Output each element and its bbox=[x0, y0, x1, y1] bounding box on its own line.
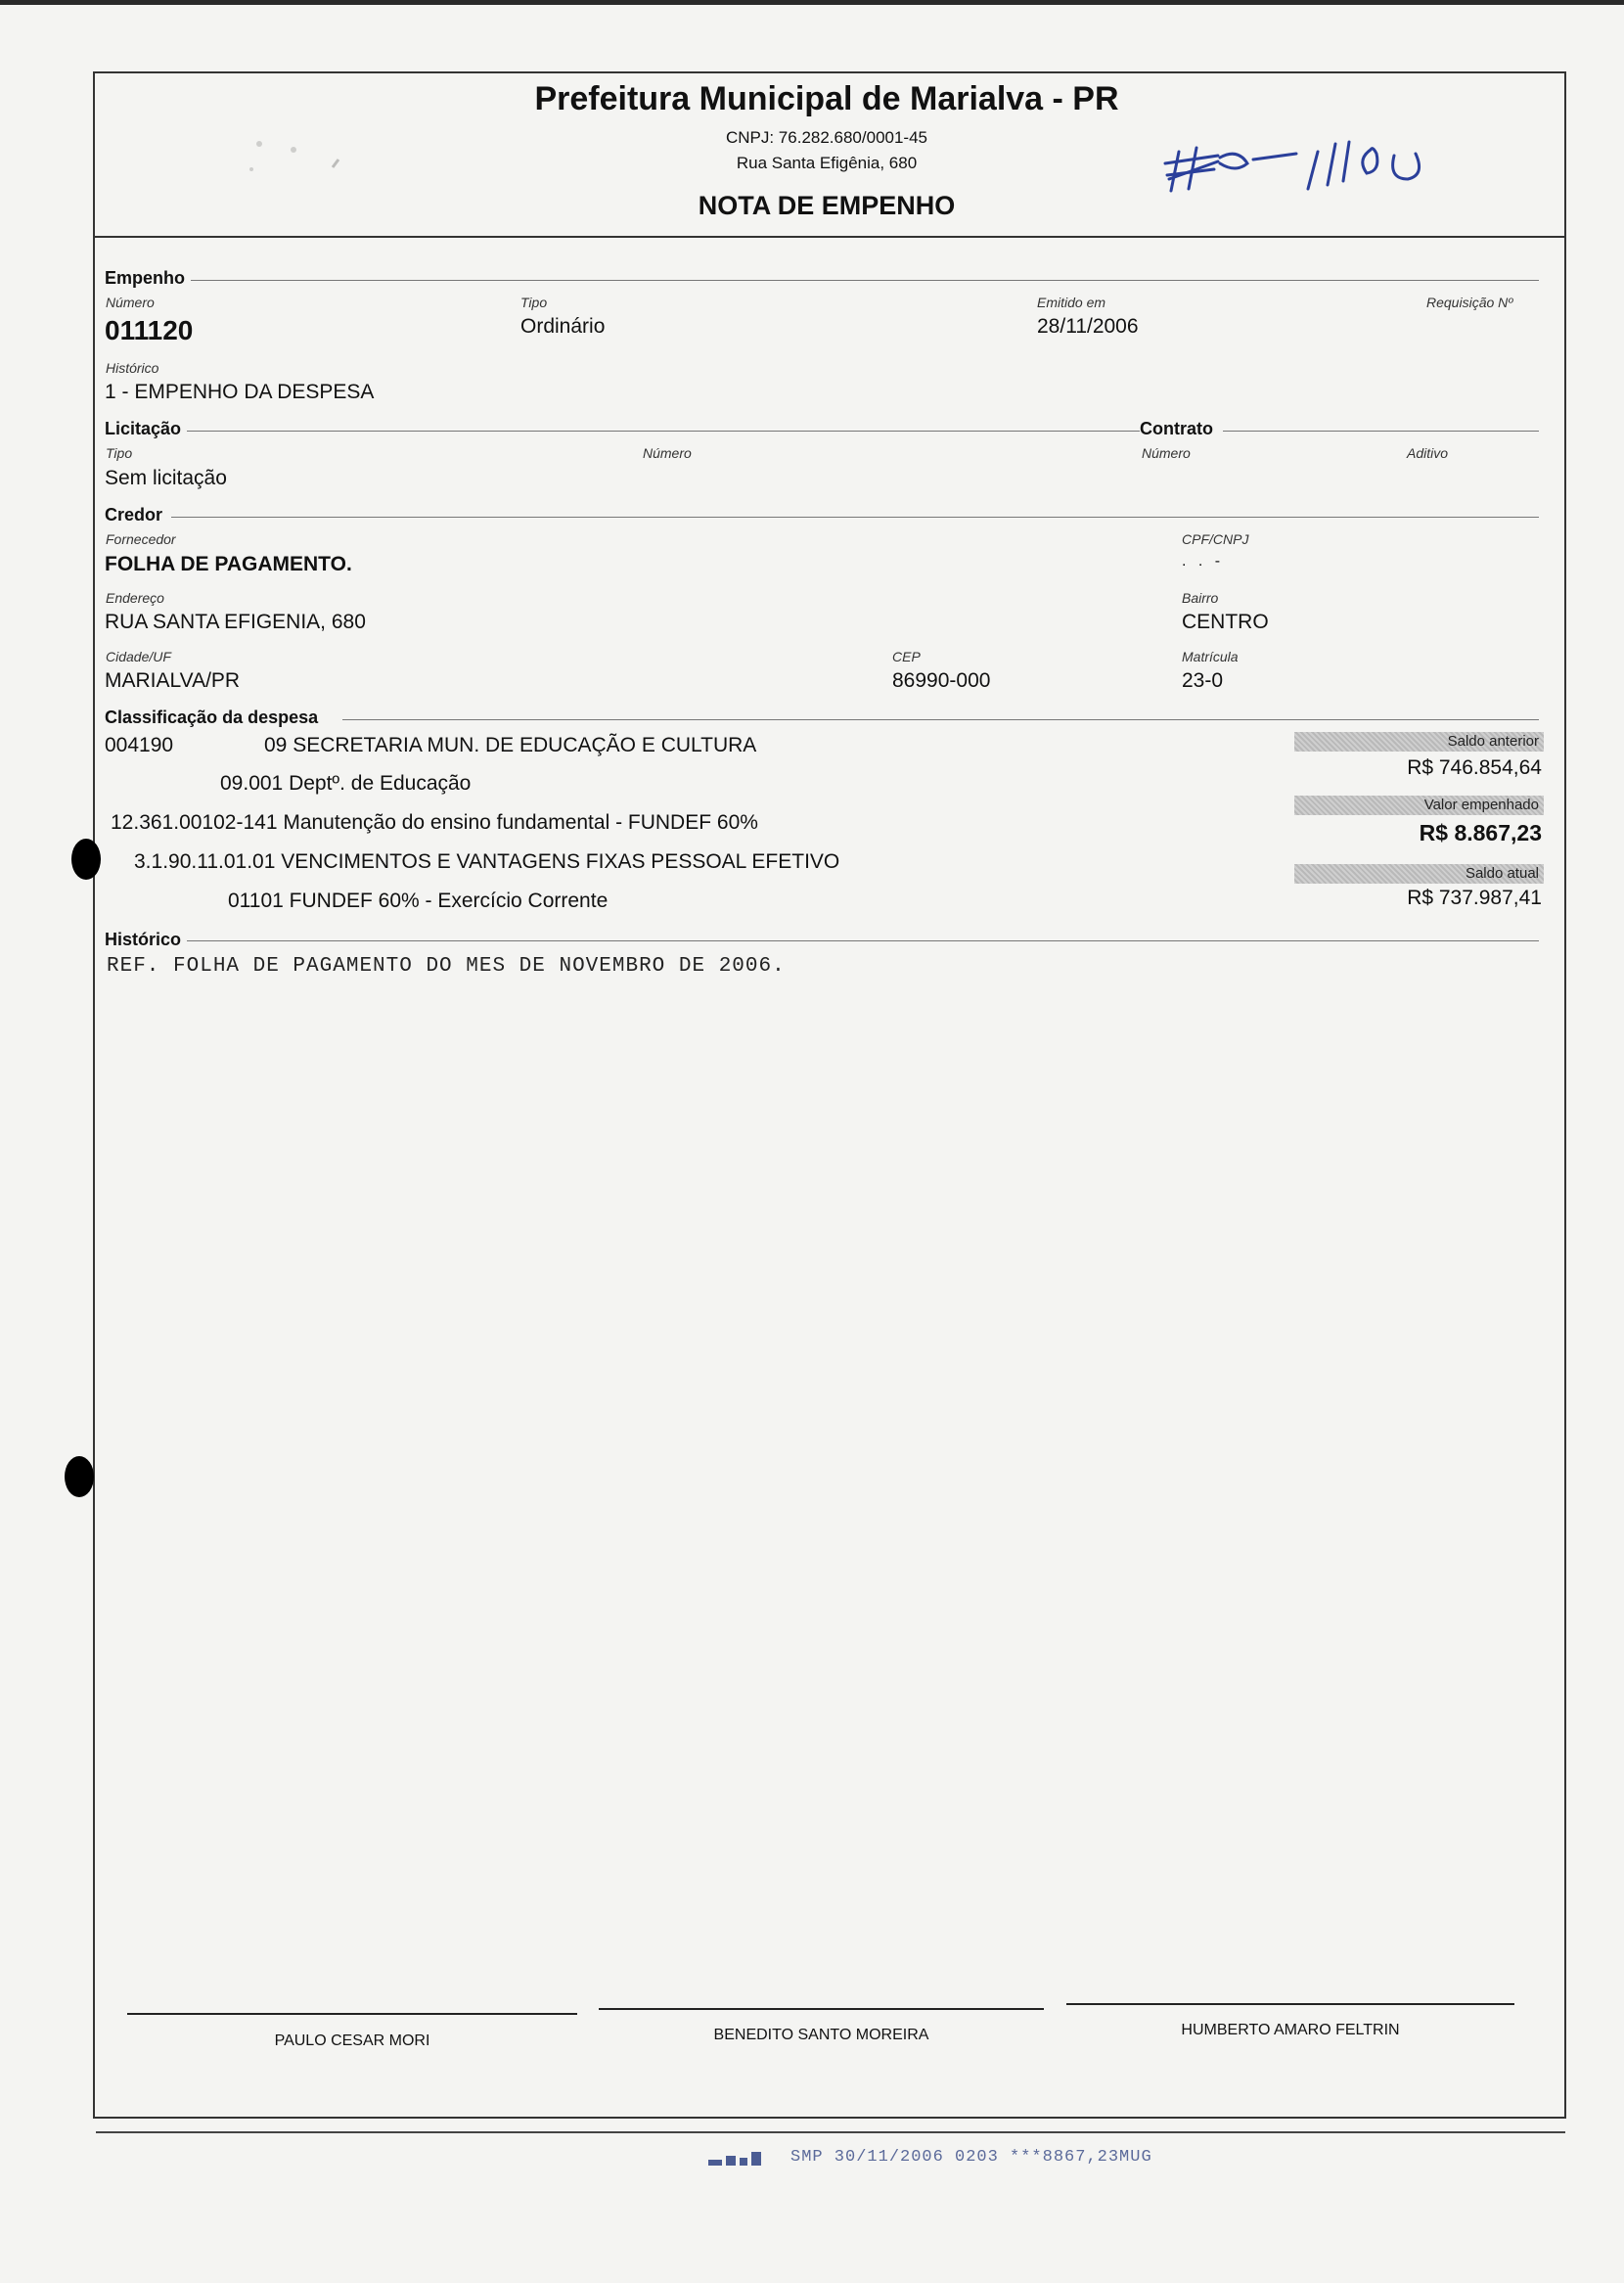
footer-protocol-stamp: SMP 30/11/2006 0203 ***8867,23MUG bbox=[790, 2148, 1152, 2167]
signature-line-1 bbox=[127, 2013, 577, 2015]
document-frame bbox=[93, 71, 1566, 2119]
bairro-label: Bairro bbox=[1182, 590, 1219, 606]
bottom-rule bbox=[96, 2131, 1565, 2133]
handwritten-annotation bbox=[1159, 113, 1453, 201]
classificacao-fonte: 01101 FUNDEF 60% - Exercício Corrente bbox=[228, 890, 609, 912]
requisicao-label: Requisição Nº bbox=[1426, 295, 1513, 310]
empenho-historico-label: Histórico bbox=[106, 360, 159, 376]
emitido-date: 28/11/2006 bbox=[1037, 315, 1139, 338]
header-address: Rua Santa Efigênia, 680 bbox=[736, 154, 918, 172]
header-separator bbox=[93, 236, 1566, 238]
cidade-label: Cidade/UF bbox=[106, 649, 171, 664]
signature-line-2 bbox=[599, 2008, 1044, 2010]
cep-label: CEP bbox=[892, 649, 921, 664]
classificacao-elemento: 3.1.90.11.01.01 VENCIMENTOS E VANTAGENS FIXAS PESSOAL EFETIVO bbox=[134, 850, 840, 873]
contrato-numero-label: Número bbox=[1142, 445, 1191, 461]
classificacao-unidade: 09.001 Deptº. de Educação bbox=[220, 772, 472, 795]
fornecedor-label: Fornecedor bbox=[106, 531, 176, 547]
page-title: Prefeitura Municipal de Marialva - PR bbox=[534, 80, 1119, 117]
hole-punch-bottom bbox=[65, 1456, 94, 1497]
empenho-tipo-label: Tipo bbox=[520, 295, 548, 310]
signature-name-2: BENEDITO SANTO MOREIRA bbox=[713, 2027, 929, 2043]
classificacao-code: 004190 bbox=[105, 734, 174, 756]
historico-text: REF. FOLHA DE PAGAMENTO DO MES DE NOVEMBRO DE 2006. bbox=[107, 955, 786, 978]
handwritten-note: 11100 bbox=[1159, 113, 1162, 114]
saldo-atual-label: Saldo atual bbox=[1465, 865, 1539, 882]
signature-name-1: PAULO CESAR MORI bbox=[274, 2032, 430, 2049]
historico-section-title: Histórico bbox=[105, 930, 187, 950]
cidade-value: MARIALVA/PR bbox=[105, 669, 241, 692]
valor-empenhado-label: Valor empenhado bbox=[1423, 797, 1539, 813]
licitacao-rule bbox=[186, 431, 1145, 432]
hole-punch-top bbox=[71, 839, 101, 880]
empenho-numero-label: Número bbox=[106, 295, 155, 310]
document-title: NOTA DE EMPENHO bbox=[698, 191, 956, 220]
empenho-tipo: Ordinário bbox=[520, 315, 606, 338]
saldo-atual-value: R$ 737.987,41 bbox=[1407, 887, 1542, 909]
header-cnpj: CNPJ: 76.282.680/0001-45 bbox=[725, 128, 928, 147]
classificacao-orgao: 09 SECRETARIA MUN. DE EDUCAÇÃO E CULTURA bbox=[264, 734, 757, 756]
municipal-logo bbox=[240, 132, 357, 181]
contrato-rule bbox=[1223, 431, 1539, 432]
matricula-label: Matrícula bbox=[1182, 649, 1239, 664]
licitacao-section-title: Licitação bbox=[105, 419, 187, 439]
credor-section-title: Credor bbox=[105, 505, 168, 525]
signature-line-3 bbox=[1066, 2003, 1514, 2005]
scan-top-edge bbox=[0, 0, 1624, 5]
cpf-cnpj-value: . . - bbox=[1182, 553, 1225, 570]
cep-value: 86990-000 bbox=[892, 669, 991, 692]
stamp-mark-icon bbox=[706, 2148, 765, 2168]
matricula-value: 23-0 bbox=[1182, 669, 1224, 692]
cpf-cnpj-label: CPF/CNPJ bbox=[1182, 531, 1249, 547]
historico-rule bbox=[186, 940, 1539, 941]
emitido-label: Emitido em bbox=[1037, 295, 1106, 310]
saldo-anterior-label: Saldo anterior bbox=[1447, 733, 1539, 750]
valor-empenhado-value: R$ 8.867,23 bbox=[1419, 820, 1542, 845]
classificacao-acao: 12.361.00102-141 Manutenção do ensino fundamental - FUNDEF 60% bbox=[111, 811, 758, 834]
empenho-rule bbox=[186, 280, 1539, 281]
licitacao-numero-label: Número bbox=[643, 445, 692, 461]
classificacao-section-title: Classificação da despesa bbox=[105, 708, 324, 728]
empenho-section-title: Empenho bbox=[105, 268, 191, 289]
saldo-anterior-value: R$ 746.854,64 bbox=[1407, 756, 1542, 779]
contrato-aditivo-label: Aditivo bbox=[1407, 445, 1449, 461]
contrato-section-title: Contrato bbox=[1140, 419, 1219, 439]
fornecedor-name: FOLHA DE PAGAMENTO. bbox=[105, 553, 352, 575]
endereco-value: RUA SANTA EFIGENIA, 680 bbox=[105, 611, 366, 633]
endereco-label: Endereço bbox=[106, 590, 164, 606]
empenho-numero: 011120 bbox=[105, 315, 194, 345]
signature-name-3: HUMBERTO AMARO FELTRIN bbox=[1181, 2022, 1400, 2038]
credor-rule bbox=[171, 517, 1539, 518]
licitacao-tipo-label: Tipo bbox=[106, 445, 133, 461]
empenho-historico: 1 - EMPENHO DA DESPESA bbox=[105, 381, 375, 403]
bairro-value: CENTRO bbox=[1182, 611, 1269, 633]
classificacao-rule bbox=[342, 719, 1539, 720]
licitacao-tipo: Sem licitação bbox=[105, 467, 227, 489]
